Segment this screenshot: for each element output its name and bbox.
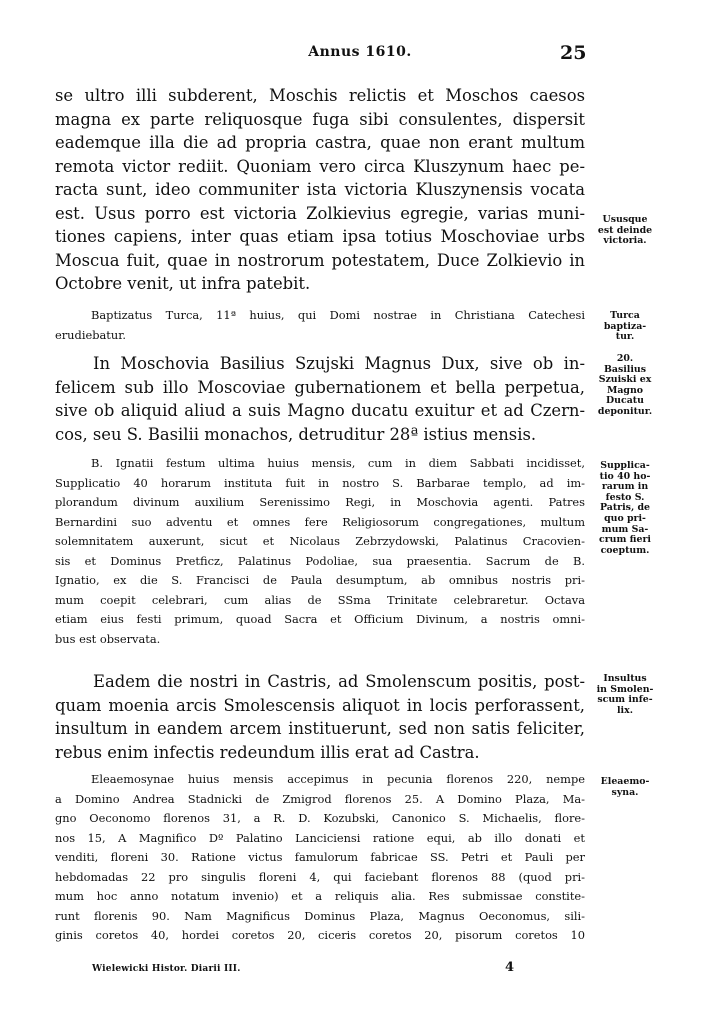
margin-note-line: crum fieri (599, 534, 651, 546)
text-line: est. Usus porro est victoria Zolkievius egregie, varias muni- (55, 203, 585, 223)
margin-note-line: lix. (617, 704, 633, 716)
text-line: Bernardini suo adventu et omnes fere Religiosorum congregationes, multum (55, 514, 585, 529)
margin-note-line: Szuiski ex (598, 374, 652, 386)
text-line: felicem sub illo Moscoviae gubernationem et bella perpetua, (55, 377, 585, 397)
text-line: etiam eius festi primum, quoad Sacra et Officium Divinum, a nostris omni- (55, 612, 585, 626)
text-line: gno Oeconomo florenos 31, a R. D. Kozubski, Canonico S. Michaelis, flore- (55, 811, 585, 825)
footer-sheet-number: 4 (505, 960, 515, 975)
margin-note-line: Magno (606, 384, 644, 396)
margin-note-victoria (590, 215, 660, 247)
text-line: remota victor rediit. Quoniam vero circa Kluszynum haec pe- (55, 156, 585, 176)
margin-note-line: Turca (610, 310, 640, 321)
text-line: erudiebatur. (55, 327, 127, 342)
paragraph-ignatii-festum (55, 454, 585, 649)
margin-note-line: mum Sa- (601, 523, 649, 535)
text-line: sive ob aliquid aliud a suis Magno ducatu exuitur et ad Czern- (55, 401, 585, 420)
text-line: Moscua fuit, quae in nostrorum potestatem, Duce Zolkievio in (55, 250, 585, 270)
margin-note-line: quo pri- (604, 512, 646, 524)
text-line: Eleaemosynae huius mensis accepimus in pecunia florenos 220, nempe (91, 772, 585, 786)
paragraph-eleaemosynae (55, 770, 585, 946)
running-title: Annus 1610. (308, 44, 412, 60)
footer-signature: Wielewicki Histor. Diarii III. (92, 964, 241, 974)
margin-note-line: Basilius (603, 363, 647, 375)
text-line: runt florenis 90. Nam Magnificus Dominus Plaza, Magnus Oeconomus, sili- (55, 908, 585, 923)
margin-note-line: deponitur. (597, 405, 653, 417)
text-line: tiones capiens, inter quas etiam ipsa totius Moschoviae urbs (55, 227, 585, 246)
margin-note-turca (590, 311, 660, 343)
margin-note-line: victoria. (603, 235, 647, 247)
paragraph-insultus-smolenscum (55, 670, 585, 764)
text-line: mum hoc anno notatum invenio) et a reliquis alia. Res submissae constite- (55, 889, 585, 903)
text-line: rebus enim infectis redeundum illis erat ad Castra. (55, 742, 480, 762)
text-line: B. Ignatii festum ultima huius mensis, cum in diem Sabbati incidisset, (91, 456, 585, 470)
margin-note-line: tio 40 ho- (599, 470, 651, 482)
margin-note-line: in Smolen- (596, 683, 654, 695)
margin-note-supplicatio (590, 461, 660, 556)
margin-note-line: Ducatu (606, 395, 644, 407)
margin-note-line: coeptum. (600, 544, 650, 556)
text-line: Baptizatus Turca, 11ª huius, qui Domi nostrae in Christiana Catechesi (91, 308, 585, 322)
margin-note-line: rarum in (601, 481, 649, 493)
paragraph-turca-baptizatus (55, 306, 585, 345)
margin-note-line: baptiza- (603, 320, 647, 332)
margin-note-line: Eleaemo- (600, 776, 650, 787)
text-line: Ignatio, ex die S. Francisci de Paula desumptum, ab omnibus nostris pri- (55, 573, 585, 587)
margin-note-line: Ususque (602, 214, 648, 225)
margin-note-line: tur. (615, 331, 635, 343)
margin-note-line: Insultus (603, 673, 647, 684)
margin-note-eleaemosyna (590, 777, 660, 798)
text-line: eademque illa die ad propria castra, quae non erant multum (55, 133, 585, 152)
text-line: venditi, floreni 30. Ratione victus famulorum fabricae SS. Petri et Pauli per (55, 850, 585, 864)
text-line: ginis coretos 40, hordei coretos 20, ciceris coretos 20, pisorum coretos 10 (55, 928, 585, 942)
text-line: plorandum divinum auxilium Serenissimo Regi, in Moschovia agenti. Patres (55, 495, 585, 509)
text-line: mum coepit celebrari, cum alias de SSma Trinitate celebraretur. Octava (55, 592, 585, 607)
text-line: hebdomadas 22 pro singulis floreni 4, qui faciebant florenos 88 (quod pri- (55, 869, 585, 884)
text-line: Octobre venit, ut infra patebit. (55, 274, 311, 293)
margin-note-line: Patris, de (599, 502, 651, 514)
text-line: Eadem die nostri in Castris, ad Smolenscum positis, post- (93, 672, 585, 691)
margin-note-basilius (590, 354, 660, 418)
page-number: 25 (560, 42, 587, 64)
margin-note-line: Supplica- (600, 460, 650, 471)
paragraph-basilius-szujski (55, 352, 585, 446)
margin-note-line: syna. (611, 786, 639, 798)
text-line: cos, seu S. Basilii monachos, detruditur 28ª istius mensis. (55, 424, 537, 444)
margin-note-line: 20. (616, 353, 634, 364)
text-line: solemnitatem auxerunt, sicut et Nicolaus Zebrzydowski, Palatinus Cracovien- (55, 534, 585, 548)
text-line: sis et Dominus Pretficz, Palatinus Podoliae, sua praesentia. Sacrum de B. (55, 553, 585, 568)
text-line: se ultro illi subderent, Moschis relictis et Moschos caesos (55, 86, 585, 105)
paragraph-victoria-kluszynensis (55, 84, 585, 296)
margin-note-line: festo S. (605, 491, 645, 503)
text-line: magna ex parte reliquosque fuga sibi consulentes, dispersit (55, 109, 585, 129)
text-line: Supplicatio 40 horarum instituta fuit in nostro S. Barbarae templo, ad im- (55, 475, 585, 490)
margin-note-line: scum infe- (597, 694, 653, 706)
text-line: a Domino Andrea Stadnicki de Zmigrod florenos 25. A Domino Plaza, Ma- (55, 791, 585, 806)
margin-note-insultus (590, 674, 660, 716)
margin-note-line: est deinde (597, 224, 653, 236)
text-line: insultum in eandem arcem instituerunt, sed non satis feliciter, (55, 719, 585, 738)
text-line: quam moenia arcis Smolescensis aliquot in locis perforassent, (55, 695, 585, 715)
text-line: nos 15, A Magnifico Dº Palatino Lanciciensi ratione equi, ab illo donati et (55, 830, 585, 845)
text-line: racta sunt, ideo communiter ista victoria Kluszynensis vocata (55, 180, 585, 199)
text-line: bus est observata. (55, 631, 161, 646)
text-line: In Moschovia Basilius Szujski Magnus Dux, sive ob in- (93, 354, 585, 373)
